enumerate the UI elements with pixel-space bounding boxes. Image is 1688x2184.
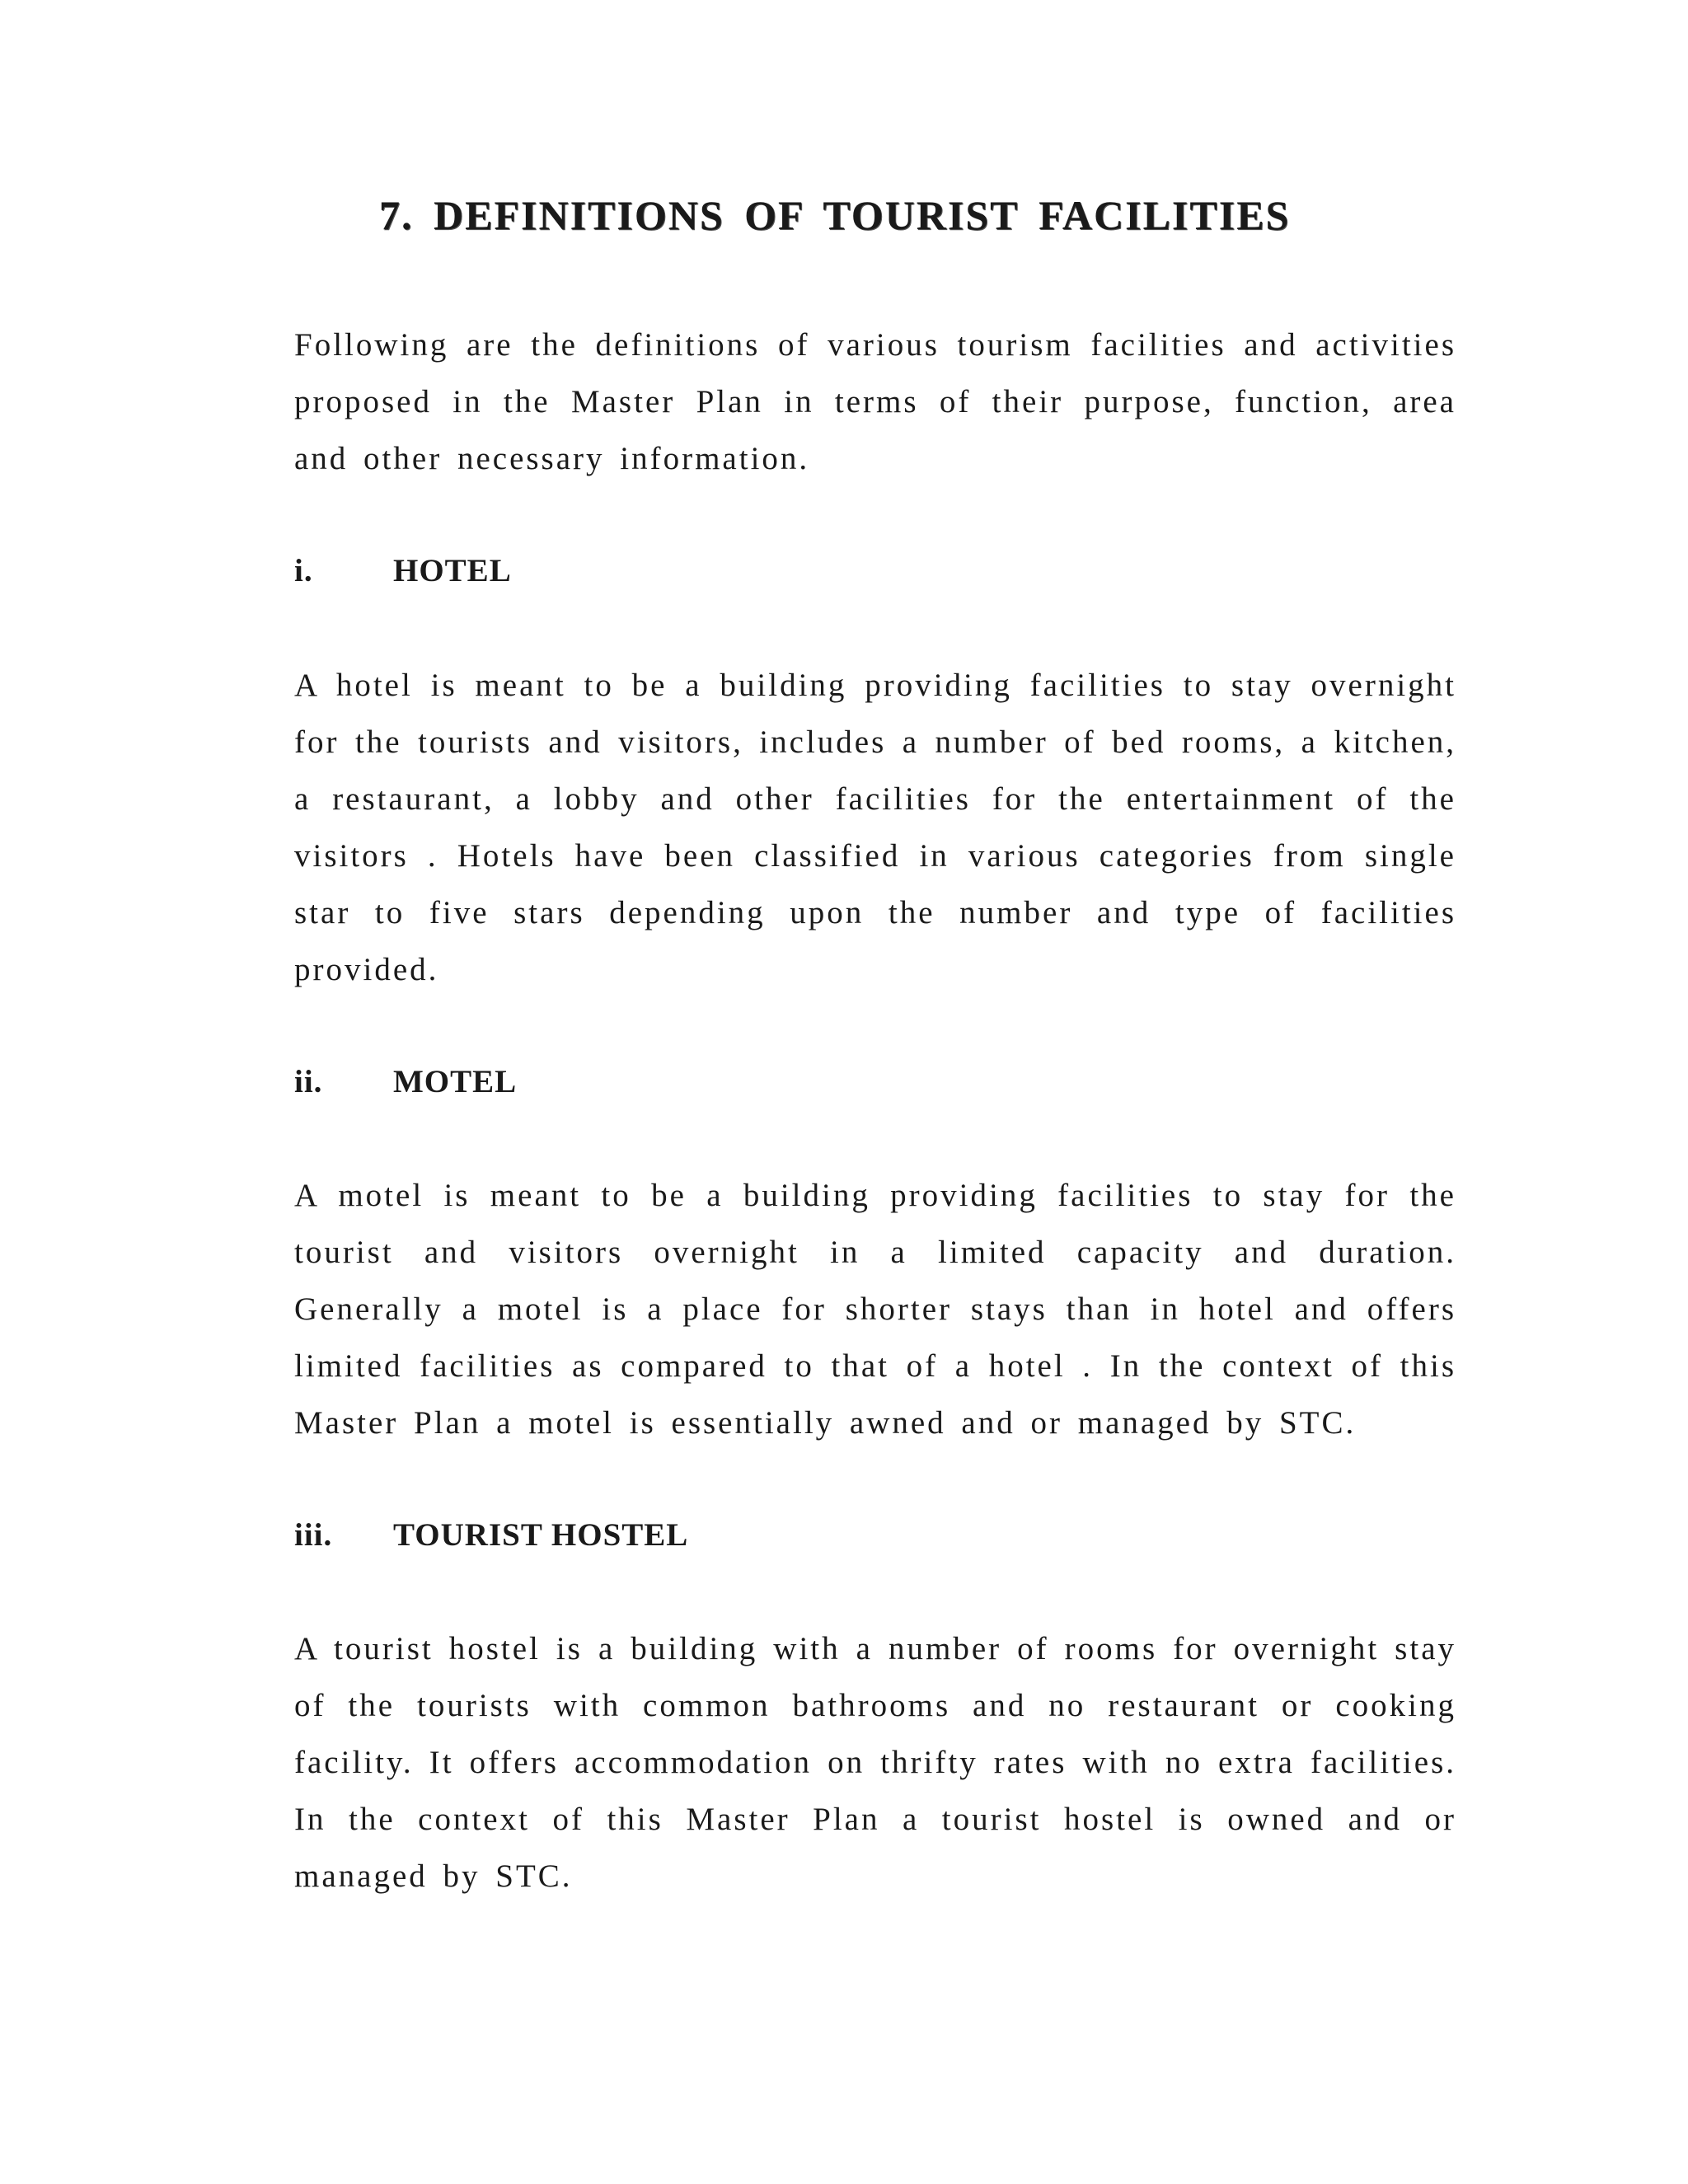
section-heading-tourist-hostel: [294, 1516, 688, 1554]
section-number: i.: [294, 553, 313, 588]
section-number: iii.: [294, 1517, 333, 1553]
section-title: TOURIST HOSTEL: [393, 1517, 689, 1553]
section-body-hotel: A hotel is meant to be a building providing facilities to stay overnight for the tourists and visitors, includes a number of bed rooms, a kitchen, a restaurant, a lobby and other facilities for the entertainment of the visitors . Hotels have been classified in various categories from single star to five stars depending upon the number and type of facilities provided.: [294, 668, 1456, 987]
section-title: HOTEL: [393, 553, 512, 588]
section-body-tourist-hostel: A tourist hostel is a building with a number of rooms for overnight stay of the tourists with common bathrooms and no restaurant or cooking facility. It offers accommodation on thrifty rates with no extra facilities. In the context of this Master Plan a tourist hostel is owned and or managed by STC.: [294, 1631, 1456, 1894]
page-title: 7. DEFINITIONS OF TOURIST FACILITIES: [379, 192, 1291, 238]
intro-paragraph: Following are the definitions of various tourism facilities and activities proposed in the Master Plan in terms of their purpose, function, area and other necessary information.: [294, 327, 1456, 476]
section-number: ii.: [294, 1064, 323, 1099]
section-title: MOTEL: [393, 1064, 518, 1099]
section-heading-motel: [294, 1063, 517, 1100]
section-body-motel: A motel is meant to be a building providing facilities to stay for the tourist and visitors overnight in a limited capacity and duration. Generally a motel is a place for shorter stays than in hotel and offers limited facilities as compared to that of a hotel . In the context of this Master Plan a motel is essentially awned and or managed by STC.: [294, 1178, 1456, 1441]
section-heading-hotel: [294, 552, 512, 589]
